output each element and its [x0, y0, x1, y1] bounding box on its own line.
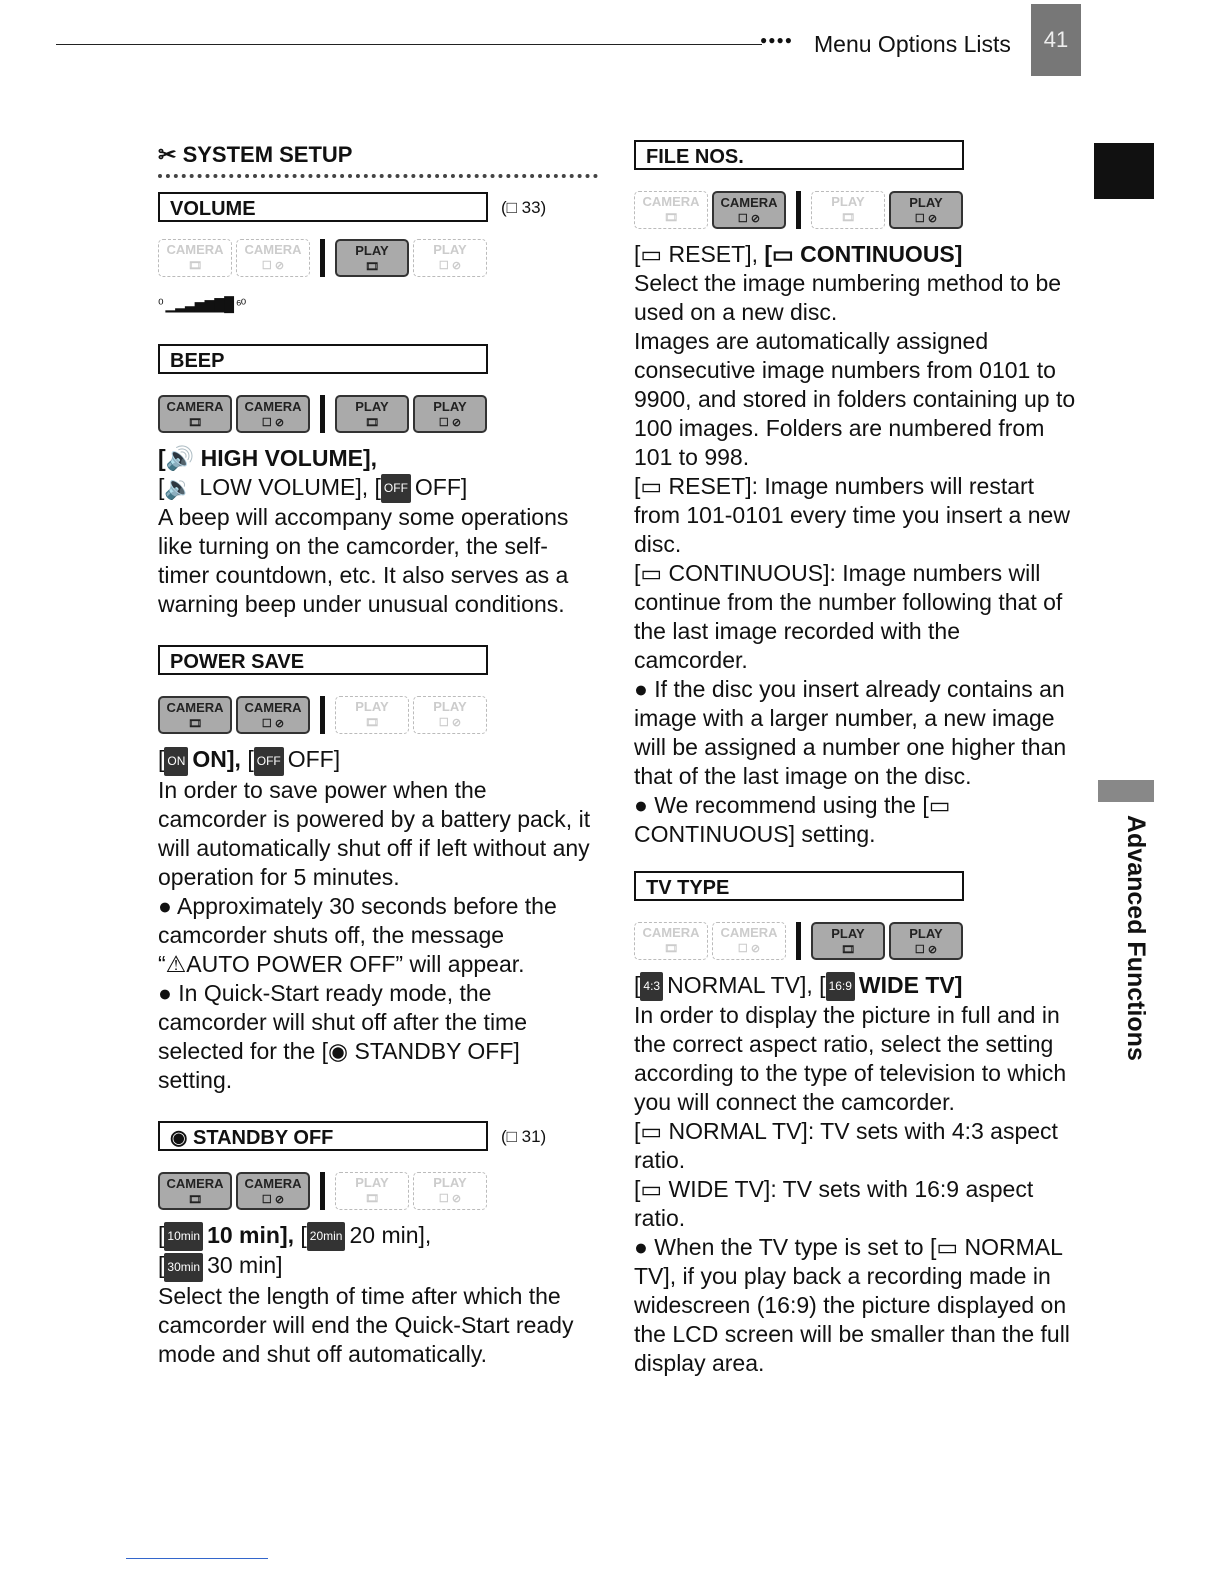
file-continuous-option: [▭ CONTINUOUS] — [764, 241, 963, 267]
mode-play-photo: PLAY ☐ ⊘ — [413, 395, 487, 433]
tv-type-p3: [▭ WIDE TV]: TV sets with 16:9 aspect ratio. — [634, 1176, 1034, 1232]
standby-10-option: 10 min], — [207, 1221, 294, 1248]
mode-play-movie: PLAY 🎞 — [335, 1172, 409, 1210]
left-column: ✂ SYSTEM SETUP VOLUME (□ 33) CAMERA 🎞 CAMERA ☐ ⊘ PLAY 🎞 PLAY ☐ ⊘ ⁰ ▁▂▃▅▆▇█ ⁶⁰ BEEP CAMERA 🎞 CAMERA ☐ ⊘ PLAY 🎞 PLAY ☐ ⊘ [🔊 HIGH VOLUME], [🔉 LOW VOLUME], [ OFF OFF] A beep will accompany some operations like turning on the camcorder, the self-timer countdown, etc. It also serves as a warning beep under unusual conditions. POWER SAVE CAMERA 🎞 CAMERA ☐ ⊘ PLAY 🎞 PLAY ☐ ⊘ [ ON ON], [ OFF OFF] In order to save power when the camcorder is powered by a battery pack, it will automatically shut off if left without any operation for 5 minutes. ● Approximately 30 seconds before the camcorder shuts off, the message “⚠AUTO POWER OFF” will appear. ● In Quick-Start ready mode, the camcorder will shut off after the time selected for the [◉ STANDBY OFF] setting. ◉ STANDBY OFF (□ 31) CAMERA 🎞 CAMERA ☐ ⊘ PLAY 🎞 PLAY ☐ ⊘ [ 10min 10 min], [ 20min 20 min], [ 30min 30 min] Select the length of time after which the camcorder will end the Quick-Start ready mode and shut off automatically. — [158, 142, 598, 1369]
mode-separator — [320, 239, 325, 277]
twenty-min-icon: 20min — [307, 1222, 346, 1251]
mode-play-movie: PLAY 🎞 — [335, 696, 409, 734]
mode-camera-movie: CAMERA 🎞 — [634, 922, 708, 960]
beep-off-option: OFF] — [414, 474, 468, 500]
tv-type-modes — [634, 921, 1080, 961]
power-save-on-option: ON], — [192, 746, 241, 773]
file-nos-p5: ● If the disc you insert already contains an image with a larger number, a new image will be assigned a number one higher than that of the last image on the disc. — [634, 676, 1067, 789]
file-nos-p1: Select the image numbering method to be used on a new disc. — [634, 270, 1062, 325]
system-setup-title: SYSTEM SETUP — [182, 142, 353, 167]
tv-type-p1: In order to display the picture in full and in the correct aspect ratio, select the setting according to the type of television to which you will connect the camcorder. — [634, 1002, 1067, 1116]
power-save-text-1: In order to save power when the camcorder is powered by a battery pack, it will automatically shut off if left without any operation for 5 minutes. — [158, 776, 591, 890]
beep-low-option: [🔉 LOW VOLUME], [ — [158, 474, 381, 500]
file-nos-p4: [▭ CONTINUOUS]: Image numbers will continue from the number following that of the last image recorded with the camcorder. — [634, 560, 1063, 673]
wrench-icon: ✂ — [158, 142, 177, 167]
ten-min-icon: 10min — [164, 1222, 203, 1251]
tv-wide-option: WIDE TV] — [858, 972, 963, 998]
mode-camera-movie: CAMERA 🎞 — [158, 395, 232, 433]
tv-type-box: TV TYPE — [634, 871, 964, 901]
mode-play-photo: PLAY ☐ ⊘ — [413, 239, 487, 277]
standby-modes — [158, 1171, 598, 1211]
mode-camera-movie: CAMERA 🎞 — [158, 1172, 232, 1210]
file-nos-box: FILE NOS. — [634, 140, 964, 170]
tv-type-p2: [▭ NORMAL TV]: TV sets with 4:3 aspect ratio. — [634, 1118, 1058, 1174]
standby-description: Select the length of time after which the camcorder will end the Quick-Start ready mode and shut off automatically. — [158, 1282, 574, 1367]
mode-camera-photo: CAMERA ☐ ⊘ — [236, 239, 310, 277]
mode-play-photo: PLAY ☐ ⊘ — [413, 1172, 487, 1210]
mode-separator — [796, 922, 801, 960]
file-nos-modes — [634, 190, 1080, 230]
side-grey-marker — [1098, 780, 1154, 802]
tv-type-p4: ● When the TV type is set to [▭ NORMAL TV], if you play back a recording made in widescreen (16:9) the picture displayed on the LCD screen will be smaller than the full display area. — [634, 1234, 1070, 1377]
mode-camera-photo: CAMERA ☐ ⊘ — [236, 1172, 310, 1210]
power-save-modes — [158, 695, 598, 735]
volume-scale-icon: ⁰ ▁▂▃▅▆▇█ ⁶⁰ — [158, 296, 246, 312]
right-column: FILE NOS. CAMERA 🎞 CAMERA ☐ ⊘ PLAY 🎞 PLAY ☐ ⊘ [▭ RESET], [▭ CONTINUOUS] Select the image numbering method to be used on a new disc. Images are automatically assigned consecutive image numbers from 0101 to 9900, and stored in folders containing up to 100 images. Folders are numbered from 101 to 998. [▭ RESET]: Image numbers will restart from 101-0101 every time you insert a new disc. [▭ CONTINUOUS]: Image numbers will continue from the number following that of the last image recorded with the camcorder. ● If the disc you insert already contains an image with a larger number, a new image will be assigned a number one higher than that of the last image on the disc. ● We recommend using the [▭ CONTINUOUS] setting. TV TYPE CAMERA 🎞 CAMERA ☐ ⊘ PLAY 🎞 PLAY ☐ ⊘ [ 4:3 NORMAL TV], [ 16:9 WIDE TV] In order to display the picture in full and in the correct aspect ratio, select the setting according to the type of television to which you will connect the camcorder. [▭ NORMAL TV]: TV sets with 4:3 aspect ratio. [▭ WIDE TV]: TV sets with 16:9 aspect ratio. ● When the TV type is set to [▭ NORMAL TV], if you play back a recording made in widescreen (16:9) the picture displayed on the LCD screen will be smaller than the full display area. — [634, 140, 1080, 1378]
standby-20-option: 20 min], — [349, 1221, 432, 1248]
file-reset-option: [▭ RESET], — [634, 241, 758, 267]
mode-play-photo: PLAY ☐ ⊘ — [413, 696, 487, 734]
header-title: Menu Options Lists — [814, 31, 1011, 57]
aspect-16-9-icon: 16:9 — [826, 972, 855, 1001]
standby-ref: (□ 31) — [501, 1126, 547, 1146]
system-setup-heading — [158, 142, 598, 168]
mode-camera-movie: CAMERA 🎞 — [634, 191, 708, 229]
mode-play-movie: PLAY 🎞 — [811, 191, 885, 229]
power-save-off-option: OFF] — [287, 746, 341, 773]
standby-30-option: 30 min] — [207, 1252, 283, 1279]
beep-description: A beep will accompany some operations like turning on the camcorder, the self-timer countdown, etc. It also serves as a warning beep under unusual conditions. — [158, 504, 569, 618]
mode-camera-photo: CAMERA ☐ ⊘ — [712, 191, 786, 229]
mode-camera-photo: CAMERA ☐ ⊘ — [236, 395, 310, 433]
file-nos-p3: [▭ RESET]: Image numbers will restart from 101-0101 every time you insert a new disc. — [634, 473, 1070, 557]
mode-camera-movie: CAMERA 🎞 — [158, 696, 232, 734]
mode-camera-movie: CAMERA 🎞 — [158, 239, 232, 277]
power-save-text-2: ● Approximately 30 seconds before the camcorder shuts off, the message “⚠AUTO POWER OFF” will appear. — [158, 892, 557, 977]
mode-separator — [320, 696, 325, 734]
mode-play-movie: PLAY 🎞 — [335, 395, 409, 433]
tv-normal-option: NORMAL TV], — [667, 972, 813, 998]
volume-modes — [158, 238, 598, 278]
off-icon: OFF — [254, 747, 284, 776]
thirty-min-icon: 30min — [164, 1253, 203, 1282]
beep-modes — [158, 394, 598, 434]
mode-play-photo: PLAY ☐ ⊘ — [889, 922, 963, 960]
mode-camera-photo: CAMERA ☐ ⊘ — [236, 696, 310, 734]
mode-play-movie: PLAY 🎞 — [811, 922, 885, 960]
power-save-text-3: ● In Quick-Start ready mode, the camcorder will shut off after the time selected for the [◉ STANDBY OFF] setting. — [158, 979, 527, 1093]
mode-separator — [796, 191, 801, 229]
on-icon: ON — [164, 747, 188, 776]
mode-camera-photo: CAMERA ☐ ⊘ — [712, 922, 786, 960]
side-chapter-label: Advanced Functions — [1122, 815, 1150, 1061]
file-nos-p2: Images are automatically assigned consecutive image numbers from 0101 to 9900, and stored in folders containing up to 100 images. Folders are numbered from 101 to 998. — [634, 328, 1076, 470]
mode-play-photo: PLAY ☐ ⊘ — [889, 191, 963, 229]
footer-rule — [126, 1558, 268, 1559]
mode-play-movie: PLAY 🎞 — [335, 239, 409, 277]
file-nos-p6: ● We recommend using the [▭ CONTINUOUS] setting. — [634, 792, 951, 847]
dotted-divider — [158, 174, 598, 178]
page-number: 41 — [1031, 4, 1081, 76]
mode-separator — [320, 395, 325, 433]
mode-separator — [320, 1172, 325, 1210]
beep-high-option: [🔊 HIGH VOLUME], — [158, 445, 378, 471]
power-save-box: POWER SAVE — [158, 645, 488, 675]
chapter-tab — [1094, 143, 1154, 199]
beep-box: BEEP — [158, 344, 488, 374]
standby-box: ◉ STANDBY OFF — [158, 1121, 488, 1151]
header-rule — [56, 44, 762, 45]
header-dots: ●●●● — [760, 33, 793, 47]
volume-box: VOLUME — [158, 192, 488, 222]
aspect-4-3-icon: 4:3 — [640, 972, 663, 1001]
volume-ref: (□ 33) — [501, 198, 547, 217]
off-icon: OFF — [381, 474, 411, 503]
